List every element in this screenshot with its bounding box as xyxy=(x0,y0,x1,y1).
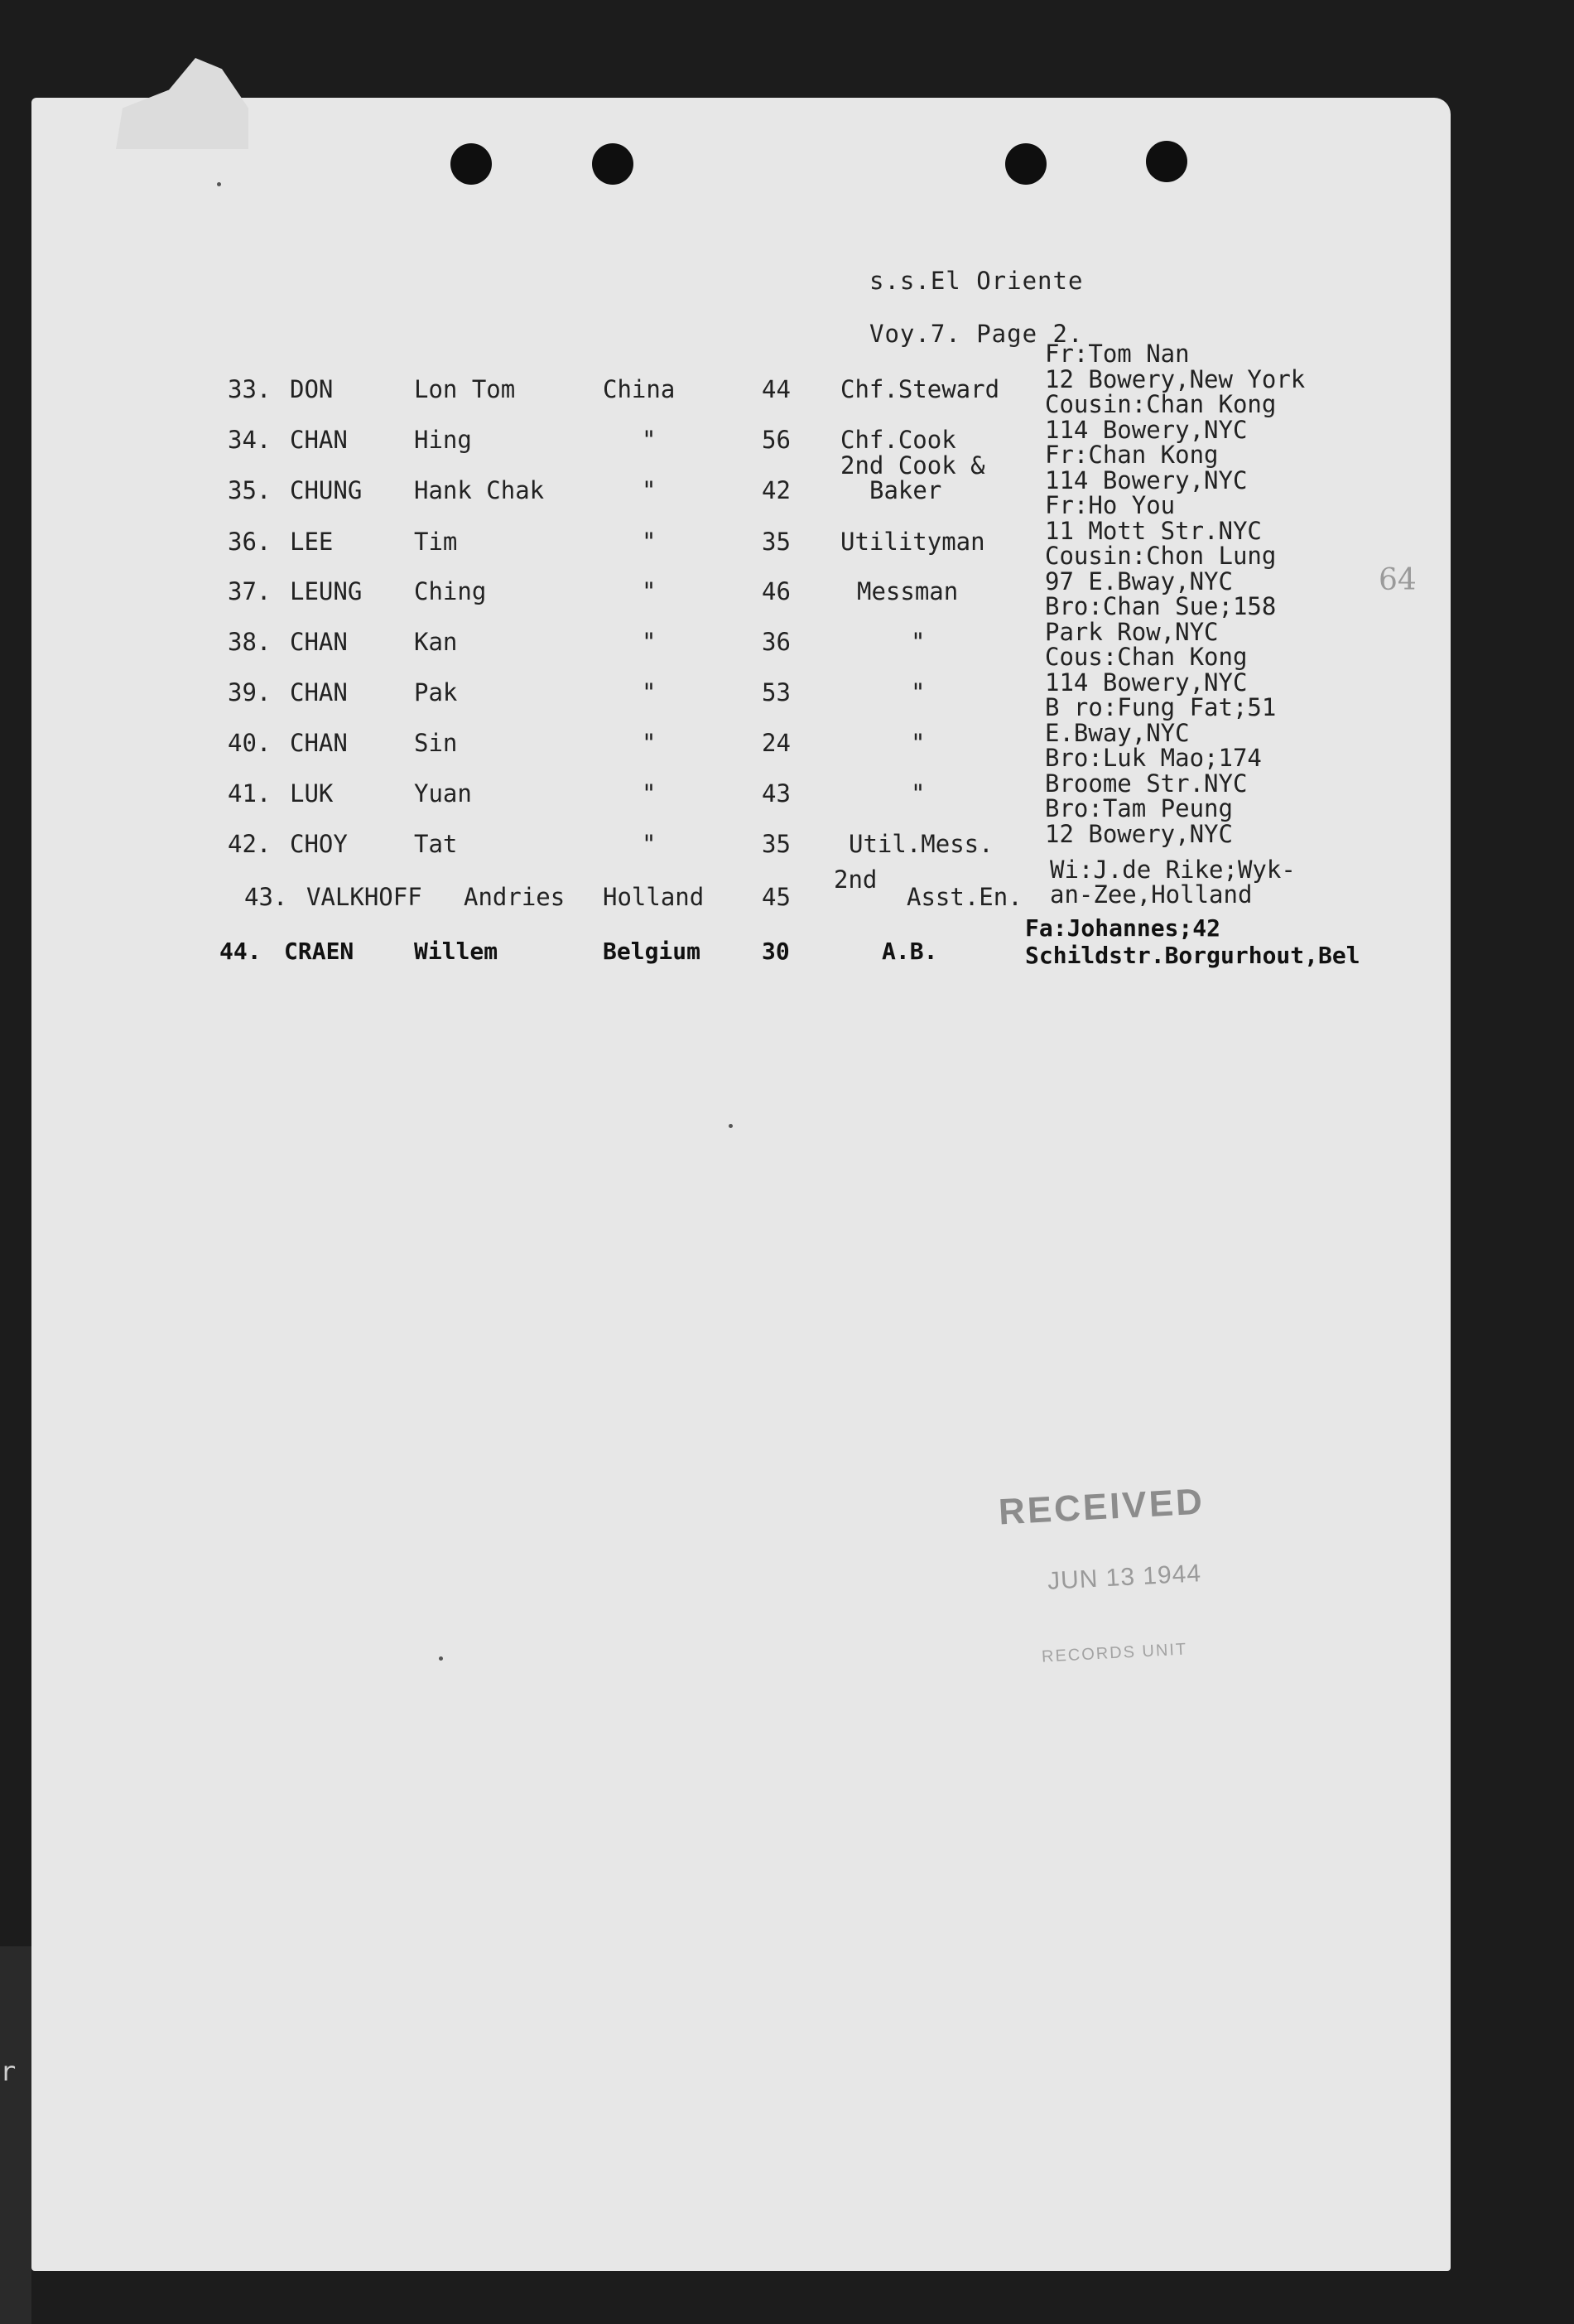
surname: LEUNG xyxy=(290,577,363,605)
nationality: " xyxy=(642,476,657,504)
address-line: an-Zee,Holland xyxy=(1050,880,1253,909)
given-name: Sin xyxy=(414,729,458,757)
nationality: " xyxy=(642,779,657,808)
nationality: " xyxy=(642,678,657,706)
surname: CHAN xyxy=(290,426,348,454)
rating: A.B. xyxy=(882,938,938,965)
age: 43 xyxy=(762,779,791,808)
rating: " xyxy=(911,628,926,656)
speck xyxy=(439,1656,443,1661)
rating: Asst.En. xyxy=(907,883,1023,911)
row-number: 41. xyxy=(228,779,272,808)
age: 56 xyxy=(762,426,791,454)
rating: Chf.Steward xyxy=(840,375,1000,403)
surname: CHAN xyxy=(290,628,348,656)
age: 24 xyxy=(762,729,791,757)
punch-hole-icon xyxy=(592,143,633,185)
row-number: 36. xyxy=(228,528,272,556)
given-name: Willem xyxy=(414,938,498,965)
torn-corner xyxy=(116,58,248,149)
given-name: Hank Chak xyxy=(414,476,545,504)
address-line: Bro:Luk Mao;174 xyxy=(1045,744,1262,772)
surname: DON xyxy=(290,375,334,403)
age: 44 xyxy=(762,375,791,403)
age: 35 xyxy=(762,830,791,858)
row-number: 40. xyxy=(228,729,272,757)
address-line: 12 Bowery,New York xyxy=(1045,364,1306,393)
address-line: E.Bway,NYC xyxy=(1045,718,1190,747)
address-line: Bro:Tam Peung xyxy=(1045,794,1233,822)
given-name: Tat xyxy=(414,830,458,858)
rating: " xyxy=(911,729,926,757)
surname: CRAEN xyxy=(284,938,354,965)
row-number: 38. xyxy=(228,628,272,656)
speck xyxy=(217,182,221,186)
address-line: 114 Bowery,NYC xyxy=(1045,668,1248,697)
speck xyxy=(729,1124,733,1128)
address-line: 114 Bowery,NYC xyxy=(1045,415,1248,444)
age: 42 xyxy=(762,476,791,504)
nationality: " xyxy=(642,729,657,757)
margin-page-number: 64 xyxy=(1379,563,1417,597)
address-line: Schildstr.Borgurhout,Bel xyxy=(1025,942,1360,969)
given-name: Ching xyxy=(414,577,487,605)
address-line: Fr:Ho You xyxy=(1045,491,1176,519)
address-line: 12 Bowery,NYC xyxy=(1045,819,1233,848)
ship-title: s.s.El Oriente xyxy=(869,267,1084,295)
address-line: Fr:Tom Nan xyxy=(1045,340,1190,368)
rating: Messman xyxy=(857,577,959,605)
row-number: 44. xyxy=(219,938,262,965)
surname: VALKHOFF xyxy=(306,883,422,911)
punch-hole-icon xyxy=(1146,141,1187,182)
address-line: Wi:J.de Rike;Wyk- xyxy=(1050,856,1296,884)
address-line: Cous:Chan Kong xyxy=(1045,643,1248,671)
age: 45 xyxy=(762,883,791,911)
row-number: 35. xyxy=(228,476,272,504)
rating: " xyxy=(911,678,926,706)
given-name: Lon Tom xyxy=(414,375,516,403)
rating-prefix: 2nd xyxy=(834,865,878,894)
surname: CHAN xyxy=(290,678,348,706)
age: 46 xyxy=(762,577,791,605)
scan-left-edge xyxy=(0,1946,31,2324)
given-name: Pak xyxy=(414,678,458,706)
address-line: Cousin:Chan Kong xyxy=(1045,390,1277,418)
nationality: " xyxy=(642,577,657,605)
address-line: Bro:Chan Sue;158 xyxy=(1045,592,1277,620)
received-date-stamp: JUN 13 1944 xyxy=(1047,1560,1202,1595)
records-unit-stamp: RECORDS UNIT xyxy=(1041,1640,1188,1666)
nationality: Holland xyxy=(603,883,705,911)
punch-hole-icon xyxy=(1005,143,1047,185)
surname: CHUNG xyxy=(290,476,363,504)
row-number: 43. xyxy=(244,883,288,911)
nationality: " xyxy=(642,830,657,858)
received-stamp: RECEIVED xyxy=(997,1481,1206,1533)
address-line: Fa:Johannes;42 xyxy=(1025,914,1221,942)
address-line: Cousin:Chon Lung xyxy=(1045,542,1277,570)
surname: CHOY xyxy=(290,830,348,858)
address-line: Fr:Chan Kong xyxy=(1045,441,1219,469)
voyage-page: Voy.7. Page 2. xyxy=(869,320,1084,348)
given-name: Andries xyxy=(464,883,566,911)
rating: Chf.Cook xyxy=(840,426,956,454)
address-line: 97 E.Bway,NYC xyxy=(1045,567,1233,595)
edge-mark: r xyxy=(0,2056,17,2087)
row-number: 33. xyxy=(228,375,272,403)
rating: 2nd Cook & xyxy=(840,451,985,480)
address-line: Broome Str.NYC xyxy=(1045,769,1248,798)
age: 53 xyxy=(762,678,791,706)
nationality: China xyxy=(603,375,676,403)
age: 30 xyxy=(762,938,790,965)
punch-hole-icon xyxy=(450,143,492,185)
rating: Utilityman xyxy=(840,528,985,556)
given-name: Yuan xyxy=(414,779,472,808)
nationality: " xyxy=(642,628,657,656)
rating-line-2: Baker xyxy=(869,476,942,504)
surname: LUK xyxy=(290,779,334,808)
given-name: Tim xyxy=(414,528,458,556)
surname: CHAN xyxy=(290,729,348,757)
nationality: " xyxy=(642,528,657,556)
age: 36 xyxy=(762,628,791,656)
given-name: Hing xyxy=(414,426,472,454)
address-line: Park Row,NYC xyxy=(1045,617,1219,646)
rating: " xyxy=(911,779,926,808)
surname: LEE xyxy=(290,528,334,556)
rating: Util.Mess. xyxy=(849,830,994,858)
nationality: Belgium xyxy=(603,938,701,965)
row-number: 37. xyxy=(228,577,272,605)
row-number: 39. xyxy=(228,678,272,706)
nationality: " xyxy=(642,426,657,454)
address-line: 11 Mott Str.NYC xyxy=(1045,516,1262,545)
age: 35 xyxy=(762,528,791,556)
address-line: 114 Bowery,NYC xyxy=(1045,465,1248,494)
row-number: 34. xyxy=(228,426,272,454)
given-name: Kan xyxy=(414,628,458,656)
address-line: B ro:Fung Fat;51 xyxy=(1045,693,1277,721)
row-number: 42. xyxy=(228,830,272,858)
